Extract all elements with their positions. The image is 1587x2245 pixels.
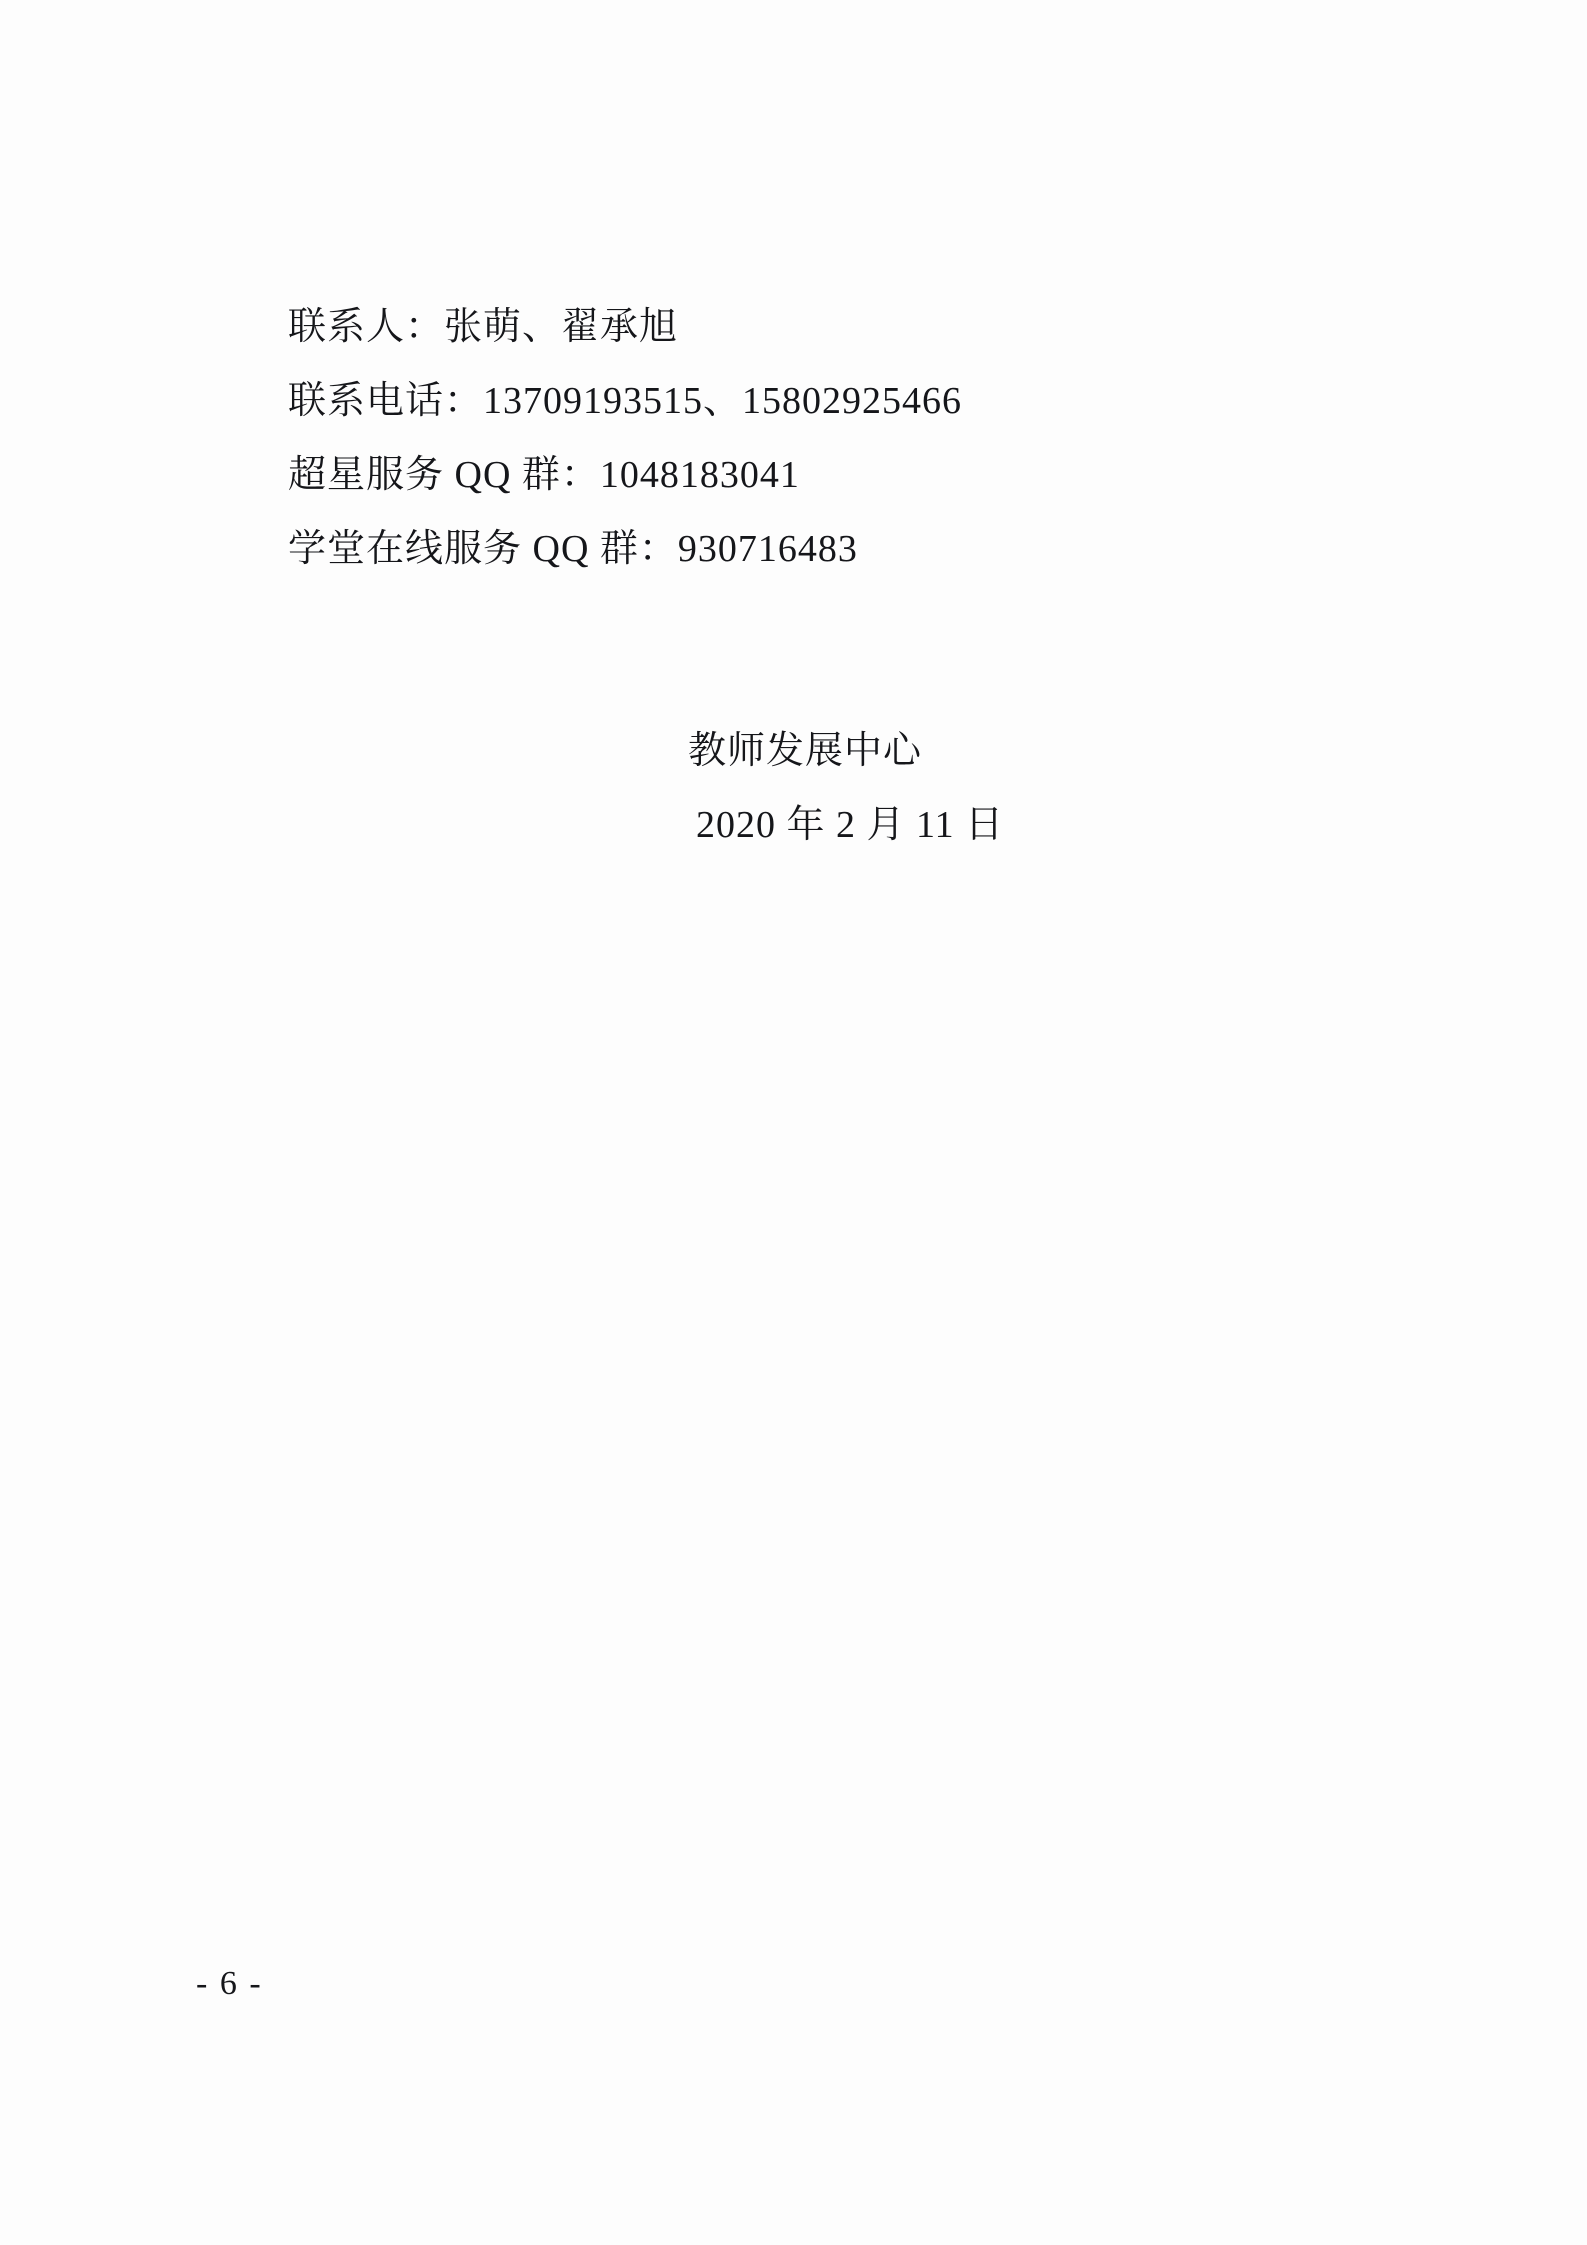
page-number: - 6 - (196, 1965, 263, 2002)
signature-block (288, 714, 1338, 862)
signature-organization: 教师发展中心 (688, 730, 923, 772)
xuetangonline-qq-group-line: 学堂在线服务 QQ 群：930716483 (288, 528, 858, 570)
contact-info-block (288, 290, 1338, 586)
chaoxing-qq-group-line: 超星服务 QQ 群：1048183041 (288, 454, 800, 496)
document-body (288, 290, 1338, 862)
contact-person-line: 联系人：张萌、翟承旭 (288, 306, 679, 348)
signature-date: 2020 年 2 月 11 日 (696, 804, 1005, 846)
contact-phone-line: 联系电话：13709193515、15802925466 (288, 380, 963, 422)
